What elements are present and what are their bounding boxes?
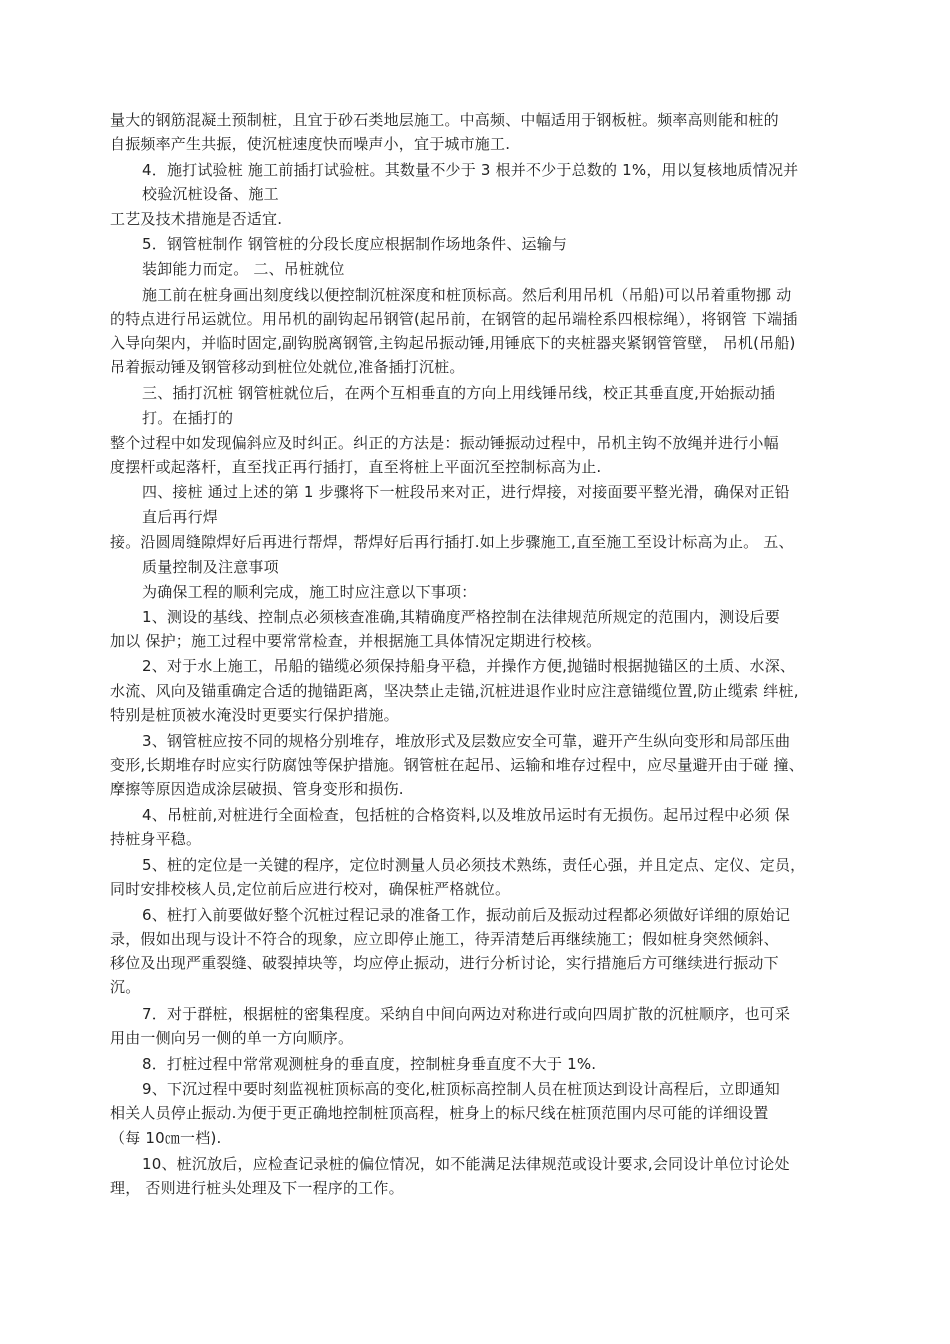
text-line: 吊着振动锤及钢管移动到桩位处就位,准备插打沉桩。 xyxy=(110,358,465,376)
text-line: 整个过程中如发现偏斜应及时纠正。纠正的方法是：振动锤振动过程中，吊机主钩不放绳并进行小幅 xyxy=(110,434,779,452)
text-line: 7．对于群桩，根据桩的密集程度。采纳自中间向两边对称进行或向四周扩散的沉桩顺序，也可采 xyxy=(142,1005,791,1023)
text-line: 10、桩沉放后，应检查记录桩的偏位情况，如不能满足法律规范或设计要求,会同设计单位讨论处 xyxy=(142,1155,790,1173)
text-line: 4．施打试验桩 施工前插打试验桩。其数量不少于 3 根并不少于总数的 1%，用以复核地质情况并 xyxy=(142,161,799,179)
text-line: 4、吊桩前,对桩进行全面检查，包括桩的合格资料,以及堆放吊运时有无损伤。起吊过程中必须 保 xyxy=(142,806,790,824)
text-line: 3、钢管桩应按不同的规格分别堆存，堆放形式及层数应安全可靠，避开产生纵向变形和局部压曲 xyxy=(142,732,791,750)
text-line: （每 10㎝一档). xyxy=(110,1129,222,1147)
text-line: 6、桩打入前要做好整个沉桩过程记录的准备工作，振动前后及振动过程都必须做好详细的原始记 xyxy=(142,906,791,924)
text-line: 的特点进行吊运就位。用吊机的副钩起吊钢管(起吊前，在钢管的起吊端栓系四根棕绳），将钢管 下端插 xyxy=(110,310,798,328)
text-line: 加以 保护；施工过程中要常常检查，并根据施工具体情况定期进行校核。 xyxy=(110,632,602,650)
text-line: 移位及出现严重裂缝、破裂掉块等，均应停止振动，进行分析讨论，实行措施后方可继续进行振动下 xyxy=(110,954,779,972)
text-line: 水流、风向及锚重确定合适的抛锚距离，坚决禁止走锚,沉桩进退作业时应注意锚缆位置,防止缆索 绊桩, xyxy=(110,682,799,700)
text-line: 1、测设的基线、控制点必须核查准确,其精确度严格控制在法律规范所规定的范围内，测设后要 xyxy=(142,608,780,626)
text-line: 2、对于水上施工，吊船的锚缆必须保持船身平稳，并操作方便,抛锚时根据抛锚区的土质、水深、 xyxy=(142,657,796,675)
text-line: 装卸能力而定。 二、吊桩就位 xyxy=(142,260,345,278)
text-line: 量大的钢筋混凝土预制桩，且宜于砂石类地层施工。中高频、中幅适用于钢板桩。频率高则能和桩的 xyxy=(110,111,779,129)
text-line: 理， 否则进行桩头处理及下一程序的工作。 xyxy=(110,1179,404,1197)
text-line: 入导向架内，并临时固定,副钩脱离钢管,主钩起吊振动锤,用锤底下的夹桩器夹紧钢管管壁， 吊机(吊船) xyxy=(110,334,796,352)
text-line: 沉。 xyxy=(110,978,141,996)
text-line: 同时安排校核人员,定位前后应进行校对，确保桩严格就位。 xyxy=(110,880,511,898)
text-line: 持桩身平稳。 xyxy=(110,830,202,848)
text-line: 用由一侧向另一侧的单一方向顺序。 xyxy=(110,1029,354,1047)
text-line: 施工前在桩身画出刻度线以便控制沉桩深度和桩顶标高。然后利用吊机（吊船)可以吊着重物挪 动 xyxy=(142,286,792,304)
text-line: 三、插打沉桩 钢管桩就位后，在两个互相垂直的方向上用线锤吊线，校正其垂直度,开始振动插 xyxy=(142,384,776,402)
text-line: 打。在插打的 xyxy=(142,409,234,427)
text-line: 特别是桩顶被水淹没时更要实行保护措施。 xyxy=(110,706,399,724)
text-line: 为确保工程的顺利完成，施工时应注意以下事项： xyxy=(142,583,477,601)
text-line: 录，假如出现与设计不符合的现象，应立即停止施工，待弄清楚后再继续施工；假如桩身突然倾斜、 xyxy=(110,930,779,948)
text-line: 变形,长期堆存时应实行防腐蚀等保护措施。钢管桩在起吊、运输和堆存过程中，应尽量避开由于碰 撞、 xyxy=(110,756,804,774)
text-line: 9、下沉过程中要时刻监视桩顶标高的变化,桩顶标高控制人员在桩顶达到设计高程后，立即通知 xyxy=(142,1080,780,1098)
text-line: 8．打桩过程中常常观测桩身的垂直度，控制桩身垂直度不大于 1%. xyxy=(142,1055,597,1073)
text-line: 接。沿圆周缝隙焊好后再进行帮焊，帮焊好后再行插打.如上步骤施工,直至施工至设计标高为止。 五、 xyxy=(110,533,794,551)
text-line: 校验沉桩设备、施工 xyxy=(142,185,279,203)
text-line: 工艺及技术措施是否适宜. xyxy=(110,210,283,228)
text-line: 直后再行焊 xyxy=(142,508,219,526)
text-line: 相关人员停止振动.为便于更正确地控制桩顶高程，桩身上的标尺线在桩顶范围内尽可能的详细设置 xyxy=(110,1104,769,1122)
text-line: 质量控制及注意事项 xyxy=(142,558,279,576)
text-line: 摩擦等原因造成涂层破损、管身变形和损伤. xyxy=(110,780,404,798)
text-line: 5、桩的定位是一关键的程序，定位时测量人员必须技术熟练，责任心强，并且定点、定仪、定员， xyxy=(142,856,806,874)
text-line: 度摆杆或起落杆，直至找正再行插打，直至将桩上平面沉至控制标高为止. xyxy=(110,458,602,476)
text-line: 自振频率产生共振，使沉桩速度快而噪声小，宜于城市施工. xyxy=(110,135,511,153)
text-line: 四、接桩 通过上述的第 1 步骤将下一桩段吊来对正，进行焊接，对接面要平整光滑，确保对正铅 xyxy=(142,483,790,501)
text-line: 5．钢管桩制作 钢管桩的分段长度应根据制作场地条件、运输与 xyxy=(142,235,568,253)
